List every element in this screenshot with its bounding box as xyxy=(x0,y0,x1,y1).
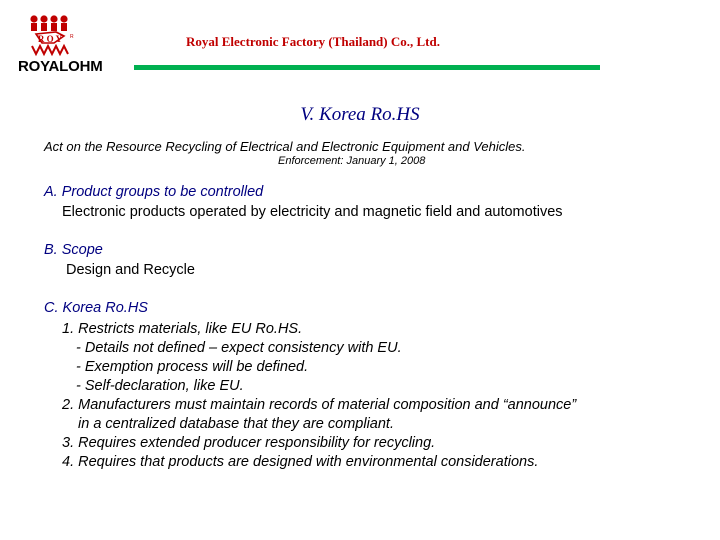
list-item: - Self-declaration, like EU. xyxy=(76,378,244,394)
royalohm-emblem-icon xyxy=(24,14,104,60)
list-item: - Exemption process will be defined. xyxy=(76,359,309,375)
section-c-heading: C. Korea Ro.HS xyxy=(44,300,148,316)
section-b-text: Design and Recycle xyxy=(66,262,195,278)
section-a-text: Electronic products operated by electricity and magnetic field and automotives xyxy=(62,204,563,220)
section-c-list xyxy=(62,320,576,472)
list-item: 4. Requires that products are designed with environmental considerations. xyxy=(62,454,539,470)
list-item: 3. Requires extended producer responsibility for recycling. xyxy=(62,435,436,451)
company-name: Royal Electronic Factory (Thailand) Co., Ltd. xyxy=(186,34,440,49)
list-item: 2. Manufacturers must maintain records of material composition and “announce” xyxy=(62,397,577,413)
header-divider-bar xyxy=(134,65,600,70)
svg-text:R O Y: R O Y xyxy=(37,34,63,44)
logo-text: ROYALOHM xyxy=(18,58,103,75)
svg-text:R: R xyxy=(70,34,74,40)
section-a-heading: A. Product groups to be controlled xyxy=(44,184,264,200)
enforcement-date: Enforcement: January 1, 2008 xyxy=(278,155,426,167)
list-item: in a centralized database that they are compliant. xyxy=(78,416,394,432)
section-b-heading: B. Scope xyxy=(44,242,103,258)
list-item: - Details not defined – expect consistency with EU. xyxy=(76,340,402,356)
act-subtitle: Act on the Resource Recycling of Electrical and Electronic Equipment and Vehicles. xyxy=(44,139,526,154)
list-item: 1. Restricts materials, like EU Ro.HS. xyxy=(62,321,303,337)
slide-title: V. Korea Ro.HS xyxy=(300,104,420,125)
